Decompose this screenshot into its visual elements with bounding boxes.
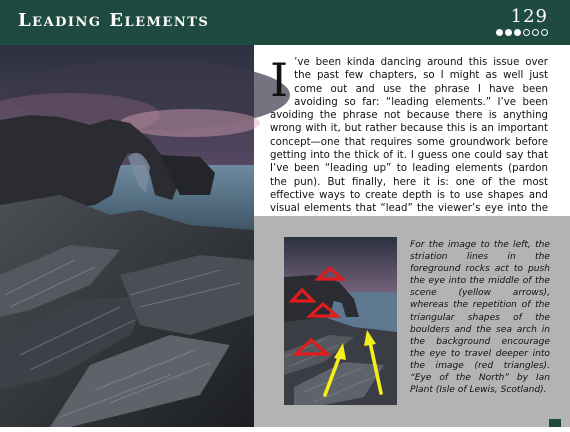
progress-dot	[496, 29, 503, 36]
progress-dots	[496, 29, 548, 36]
progress-dot	[541, 29, 548, 36]
page-tab	[549, 419, 561, 427]
progress-dot	[523, 29, 530, 36]
chapter-title: Leading Elements	[18, 10, 210, 31]
drop-cap: I	[270, 53, 289, 107]
progress-dot	[532, 29, 539, 36]
progress-dot	[514, 29, 521, 36]
article-paragraph: ’ve been kinda dancing around this issue over the past few chapters, so I might as well just come out and use the phrase I have been avoiding so far: “leading elements.” I’ve been avoiding the phrase not because there is anything wrong with it, but rather because this is an important concept—one that requires some groundwork before getting into the thick of it. I guess one could say that I’ve been “leading up” to leading elements (pardon the pun). But finally, here it is: one of the most effective ways to create depth is to use shapes and visual elements that “lead” the viewer’s eye into the	[270, 57, 548, 215]
annotated-inset-photo	[284, 237, 397, 405]
page-header	[0, 0, 570, 45]
photo-caption: For the image to the left, the striation lines in the foreground rocks act to push the eye into the middle of the scene (yellow arrows), whereas the repetition of the triangular shapes of the boulders and the sea arch in the background encourage the eye to travel deeper into the image (red triangles). “Eye of the North” by Ian Plant (Isle of Lewis, Scotland).	[410, 240, 550, 396]
article-body	[270, 53, 548, 215]
main-photo-sea-arch	[0, 45, 254, 427]
progress-dot	[505, 29, 512, 36]
page-number: 129	[510, 6, 548, 27]
